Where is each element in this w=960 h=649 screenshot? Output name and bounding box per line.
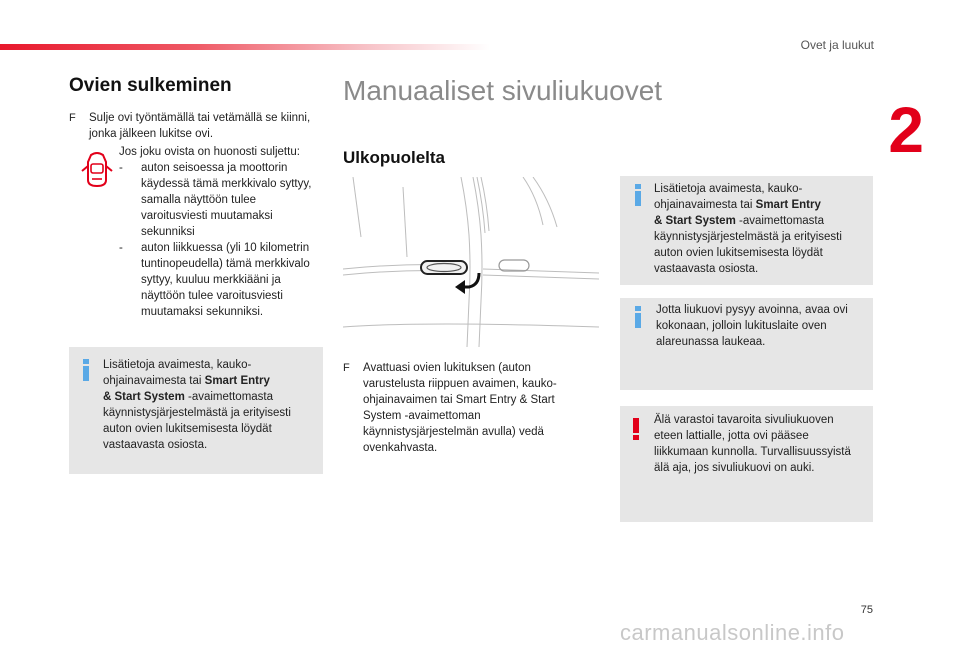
warning-item-text: auton seisoessa ja moottorin käydessä tämä merkkivalo syttyy, samalla näyttöön tulee varoitusviesti muutamaksi sekunniksi [141,162,312,238]
right-info-text-1: Lisätietoja avaimesta, kauko- ohjainavaimesta tai Smart Entry & Start System -avaimettomasta käynnistysjärjestelmästä ja erityisesti auton ovien lukitsemisesta löydät vastaavasta osiosta. [654,183,842,275]
right-info-box-2 [620,298,873,390]
left-heading: Ovien sulkeminen [69,75,232,96]
right-info-box-1 [620,176,873,285]
info-icon [633,306,643,328]
list-dash: - [119,242,123,254]
list-dash: - [119,162,123,174]
right-warning-text: Älä varastoi tavaroita sivuliukuoven eteen lattialle, jotta ovi pääsee liikkumaan kunnolla. Turvallisuussyistä älä aja, jos sivuliukuovi on auki. [654,414,851,474]
right-info-text-2: Jotta liukuovi pysyy avoinna, avaa ovi kokonaan, jolloin lukituslaite oven alareunassa laukeaa. [656,304,848,348]
bullet-mark: F [69,112,76,124]
right-warning-box [620,406,873,522]
door-open-warning-icon [79,150,115,190]
warning-list-item [119,240,323,320]
warning-intro: Jos joku ovista on huonosti suljettu: [119,146,300,158]
middle-bullet-instruction [343,360,573,456]
page-title: Manuaaliset sivuliukuovet [343,75,663,106]
bullet-mark: F [343,362,350,374]
chapter-number: 2 [888,94,924,166]
section-title: Ovet ja luukut [800,38,874,52]
door-warning-block [69,144,323,320]
left-info-text: Lisätietoja avaimesta, kauko- ohjainavaimesta tai Smart Entry & Start System -avaimettomasta käynnistysjärjestelmästä ja erityisesti auton ovien lukitsemisesta löydät vastaavasta osiosta. [103,359,291,451]
left-bullet-instruction [69,110,325,142]
left-bullet-text: Sulje ovi työntämällä tai vetämällä se kiinni, jonka jälkeen lukitse ovi. [89,112,311,140]
section-subtitle: Ulkopuolelta [343,148,446,167]
info-icon [81,359,91,381]
left-info-box [69,347,323,474]
exclamation-icon [631,418,641,440]
middle-bullet-text: Avattuasi ovien lukituksen (auton varustelusta riippuen avaimen, kauko-ohjainavaimen tai Smart Entry & Start System -avaimettoman käynnistysjärjestelmän avulla) vedä ovenkahvasta. [363,362,557,454]
sliding-door-illustration [343,177,599,347]
warning-list-item [119,160,323,240]
page-number: 75 [860,604,873,616]
info-icon [633,184,643,206]
warning-item-text: auton liikkuessa (yli 10 kilometrin tuntinopeudella) tämä merkkivalo syttyy, kuuluu merkkiääni ja näyttöön tulee varoitusviesti muutamaksi sekunniksi. [141,242,310,318]
watermark: carmanualsonline.info [620,620,845,645]
header-accent-bar [0,44,490,50]
